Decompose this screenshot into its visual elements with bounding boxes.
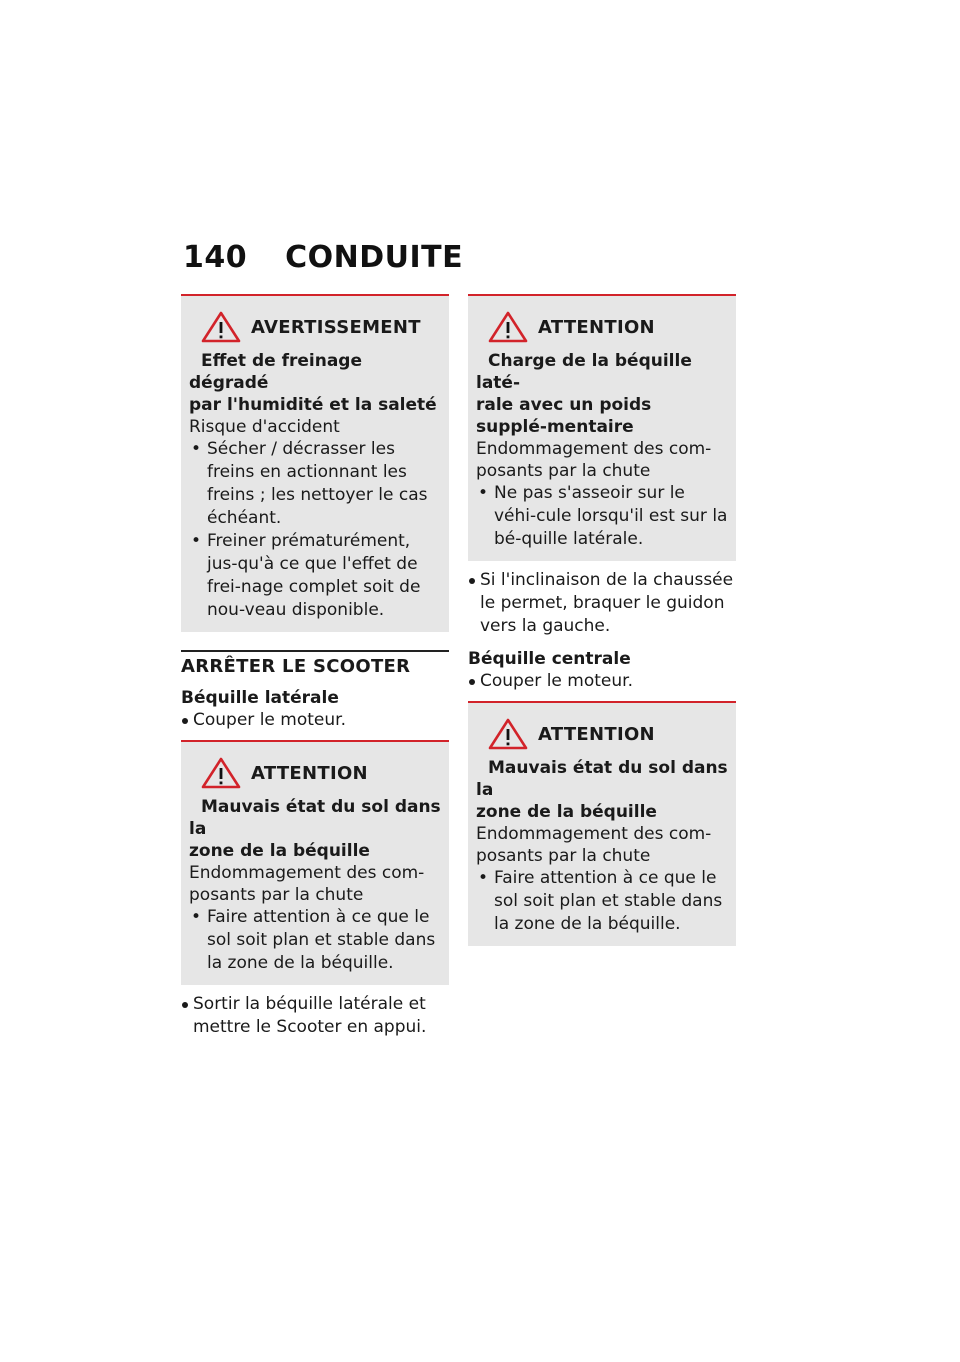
attention-risk: Endommagement des com-posants par la chute [476, 824, 712, 866]
section-name: CONDUITE [285, 240, 464, 275]
list-item: • Ne pas s'asseoir sur le véhi-cule lorsqu'il est sur la bé-quille latérale. [476, 482, 728, 551]
step-list [181, 993, 449, 1039]
attention-bullets [189, 906, 441, 975]
list-item: • Faire attention à ce que le sol soit plan et stable dans la zone de la béquille. [476, 867, 728, 936]
subheading-center-stand: Béquille centrale [468, 649, 631, 669]
list-item: • Faire attention à ce que le sol soit plan et stable dans la zone de la béquille. [189, 906, 441, 975]
right-column [468, 294, 736, 946]
list-item: • Sécher / décrasser les freins en actionnant les freins ; les nettoyer le cas échéant. [189, 438, 441, 530]
attention-box-header [476, 310, 728, 344]
step-list [181, 709, 449, 732]
warning-box-header [189, 310, 441, 344]
attention-box-header [476, 717, 728, 751]
attention-title: ATTENTION [251, 762, 368, 784]
list-item: Couper le moteur. [181, 709, 449, 732]
attention-title: ATTENTION [538, 723, 655, 745]
attention-box [181, 740, 449, 985]
page-header [183, 240, 463, 275]
warning-triangle-icon [201, 311, 241, 343]
warning-title: AVERTISSEMENT [251, 316, 421, 338]
attention-risk: Endommagement des com-posants par la chute [476, 439, 712, 481]
list-item: • Freiner prématurément, jus-qu'à ce que l'effet de frei-nage complet soit de nou-veau disponible. [189, 530, 441, 622]
warning-triangle-icon [488, 718, 528, 750]
list-item: Sortir la béquille latérale et mettre le Scooter en appui. [181, 993, 449, 1039]
warning-subtitle: Effet de freinage dégradé par l'humidité et la saleté [189, 351, 437, 415]
subheading-side-stand: Béquille latérale [181, 688, 339, 708]
warning-bullets [189, 438, 441, 622]
step-list [468, 569, 736, 638]
left-column [181, 294, 449, 1039]
attention-subtitle: Mauvais état du sol dans la zone de la béquille [476, 758, 728, 822]
attention-box [468, 701, 736, 946]
attention-title: ATTENTION [538, 316, 655, 338]
attention-subtitle: Mauvais état du sol dans la zone de la béquille [189, 797, 441, 861]
step-list [468, 670, 736, 693]
warning-triangle-icon [201, 757, 241, 789]
warning-risk: Risque d'accident [189, 417, 340, 437]
attention-box [468, 294, 736, 561]
warning-box [181, 294, 449, 632]
warning-triangle-icon [488, 311, 528, 343]
attention-bullets [476, 867, 728, 936]
page-number: 140 [183, 240, 248, 275]
section-title: ARRÊTER LE SCOOTER [181, 650, 449, 677]
attention-box-header [189, 756, 441, 790]
list-item: Couper le moteur. [468, 670, 736, 693]
attention-subtitle: Charge de la béquille laté- rale avec un poids supplé-mentaire [476, 351, 692, 437]
list-item: Si l'inclinaison de la chaussée le permet, braquer le guidon vers la gauche. [468, 569, 736, 638]
attention-bullets [476, 482, 728, 551]
attention-risk: Endommagement des com-posants par la chute [189, 863, 425, 905]
